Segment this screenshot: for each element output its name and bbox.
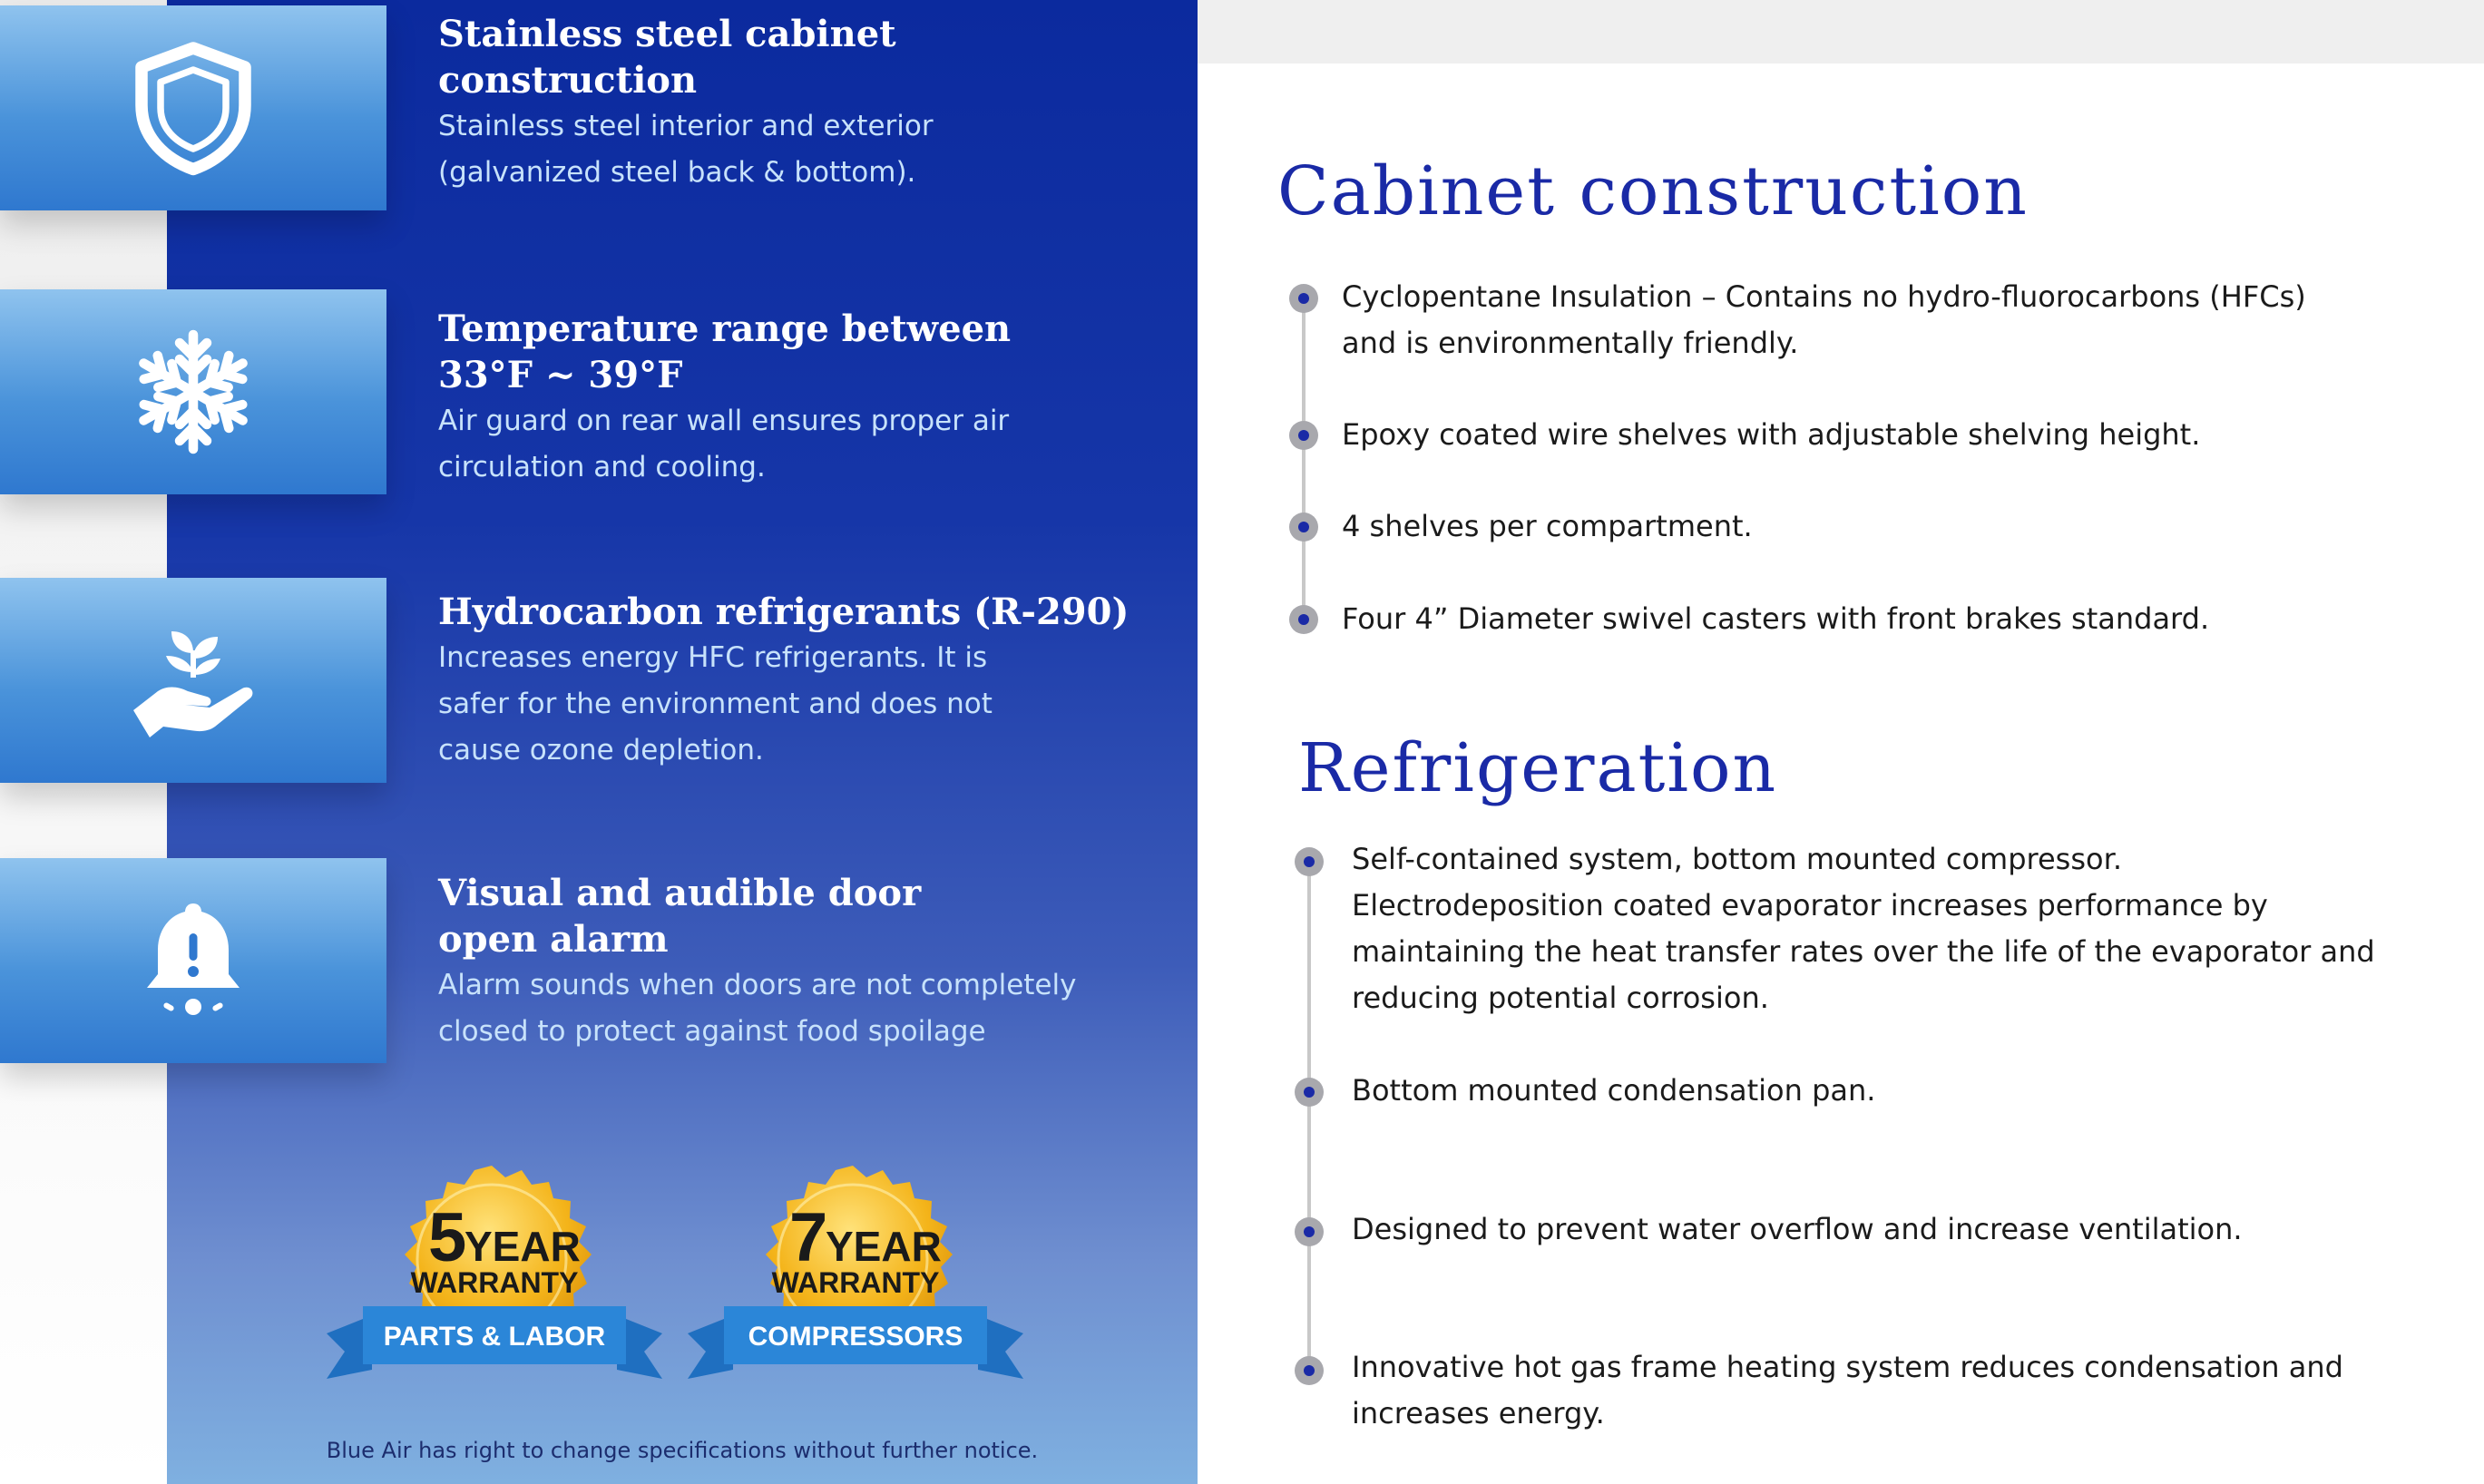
bullet-marker xyxy=(1295,1356,1324,1385)
cabinet-item: Cyclopentane Insulation – Contains no hydro-fluorocarbons (HFCs) and is environmentally friendly. xyxy=(1342,279,2306,360)
feature-title: Hydrocarbon refrigerants (R-290) xyxy=(438,591,1130,633)
warranty-badge-7-year xyxy=(679,1152,1032,1397)
badge-ribbon-label: PARTS & LABOR xyxy=(383,1322,606,1352)
top-bar xyxy=(1198,0,2484,63)
feature-icon-tile-2 xyxy=(0,289,386,494)
snowflake-icon xyxy=(125,324,261,460)
badge-warranty: WARRANTY xyxy=(771,1266,940,1299)
badge-year: YEAR xyxy=(465,1223,581,1270)
badge-number: 7 xyxy=(789,1199,828,1276)
bullet-marker xyxy=(1295,1078,1324,1107)
refrigeration-item: Innovative hot gas frame heating system reduces condensation and increases energy. xyxy=(1352,1350,2343,1430)
bullet-marker xyxy=(1295,847,1324,876)
alarm-bell-icon xyxy=(125,893,261,1029)
shield-icon xyxy=(125,40,261,176)
feature-description: Alarm sounds when doors are not completely closed to protect against food spoilage xyxy=(438,969,1077,1048)
bullet-marker xyxy=(1289,605,1318,634)
badge-ribbon-label: COMPRESSORS xyxy=(748,1322,963,1352)
feature-title: Visual and audible door open alarm xyxy=(438,872,922,961)
plant-hand-icon xyxy=(125,612,261,748)
refrigeration-timeline xyxy=(1307,862,1311,1372)
badge-number: 5 xyxy=(428,1199,467,1276)
feature-2 xyxy=(438,306,1182,491)
bullet-marker xyxy=(1289,421,1318,450)
bullet-marker xyxy=(1295,1217,1324,1246)
bullet-marker xyxy=(1289,513,1318,542)
feature-icon-tile-1 xyxy=(0,5,386,210)
feature-icon-tile-4 xyxy=(0,858,386,1063)
feature-1 xyxy=(438,11,1182,196)
cabinet-timeline xyxy=(1302,299,1306,620)
badge-warranty: WARRANTY xyxy=(410,1266,579,1299)
feature-description: Increases energy HFC refrigerants. It is safer for the environment and does not cause ozone depletion. xyxy=(438,641,993,766)
warranty-badge-5-year xyxy=(318,1152,671,1397)
feature-title: Stainless steel cabinet construction xyxy=(438,13,896,102)
feature-4 xyxy=(438,870,1182,1055)
feature-3 xyxy=(438,589,1182,774)
feature-icon-tile-3 xyxy=(0,578,386,783)
refrigeration-item: Designed to prevent water overflow and increase ventilation. xyxy=(1352,1212,2243,1246)
refrigeration-item: Self-contained system, bottom mounted compressor. Electrodeposition coated evaporator increases performance by maintaining the heat transfer rates over the life of the evaporator and reducing potential corrosion. xyxy=(1352,842,2375,1015)
feature-description: Stainless steel interior and exterior (galvanized steel back & bottom). xyxy=(438,110,934,189)
disclaimer: Blue Air has right to change specifications without further notice. xyxy=(326,1438,1039,1463)
feature-description: Air guard on rear wall ensures proper air circulation and cooling. xyxy=(438,405,1010,483)
cabinet-item: Epoxy coated wire shelves with adjustable shelving height. xyxy=(1342,417,2201,452)
cabinet-section-title: Cabinet construction xyxy=(1277,152,2029,230)
cabinet-item: 4 shelves per compartment. xyxy=(1342,509,1753,543)
refrigeration-item: Bottom mounted condensation pan. xyxy=(1352,1073,1876,1108)
feature-title: Temperature range between 33°F ~ 39°F xyxy=(438,308,1012,396)
badge-year: YEAR xyxy=(826,1223,942,1270)
cabinet-item: Four 4” Diameter swivel casters with front brakes standard. xyxy=(1342,601,2210,636)
bullet-marker xyxy=(1289,284,1318,313)
refrigeration-section-title: Refrigeration xyxy=(1298,729,1778,807)
